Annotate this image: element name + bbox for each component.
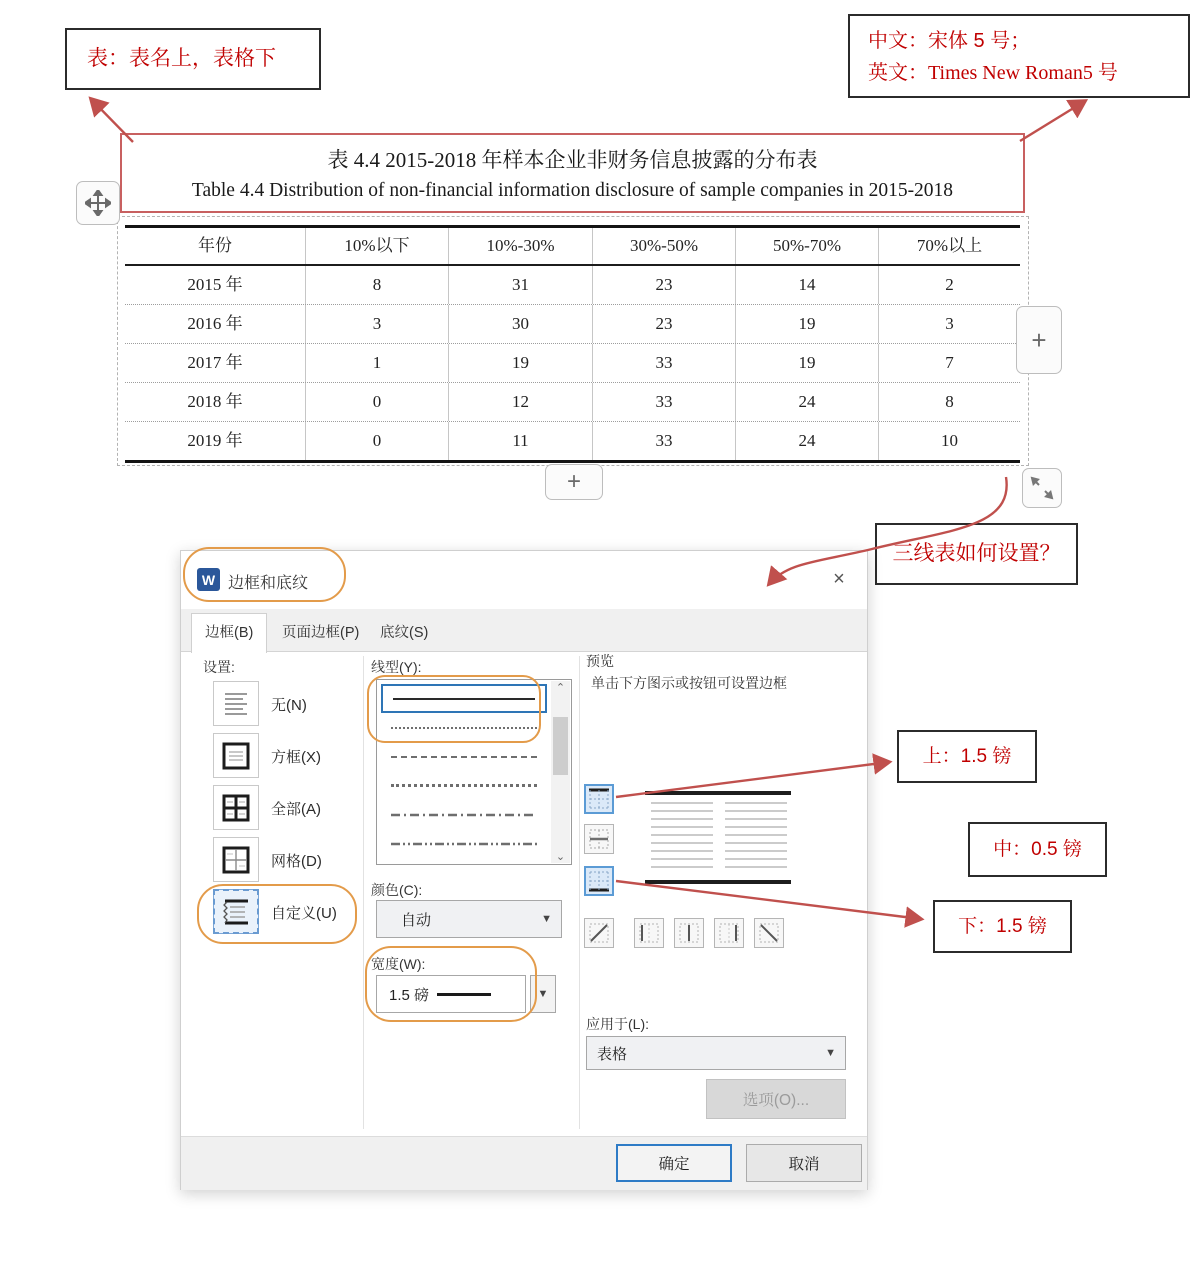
table-cell: 0 [305,383,448,421]
setting-custom-button[interactable] [213,889,259,934]
callout-middle-border-text: 中：0.5 镑 [993,839,1082,860]
line-style-solid[interactable] [381,684,547,713]
preview-label: 预览 [586,653,614,669]
grid-icon [221,845,251,875]
top-border-icon [588,788,610,810]
right-border-icon [718,922,740,944]
setting-all-label: 全部(A) [271,801,321,818]
scroll-up-icon[interactable]: ⌃ [555,682,566,694]
border-preview-thumbnail [645,791,791,884]
setting-box-label: 方框(X) [271,749,321,766]
dialog-titlebar [181,551,867,609]
table-cell: 8 [878,383,1020,421]
tab-shading[interactable]: 底纹(S) [380,625,429,641]
none-icon [221,689,251,719]
color-value: 自动 [401,911,432,929]
close-icon[interactable]: × [833,567,845,590]
table-cell: 33 [592,344,735,382]
table-body [125,266,1020,460]
bottom-border-button[interactable] [584,866,614,896]
diagonal-up-icon [588,922,610,944]
note-font-rule [848,14,1190,98]
callout-middle-border [968,822,1107,877]
setting-all-button[interactable] [213,785,259,830]
diagonal-up-border-button[interactable] [584,918,614,948]
divider [363,656,364,1129]
apply-to-dropdown[interactable] [586,1036,846,1070]
color-label: 颜色(C): [371,882,423,898]
table-cell: 8 [305,266,448,304]
line-style-scrollbar[interactable] [551,681,570,863]
line-style-square-dot[interactable] [381,771,547,800]
note-table-caption-rule [65,28,321,90]
table-cell: 3 [878,305,1020,343]
setting-box-button[interactable] [213,733,259,778]
table-header-cell: 50%-70% [735,228,878,264]
options-button[interactable] [706,1079,846,1119]
dash-dot-dot-line-swatch [391,842,537,846]
table-cell: 33 [592,422,735,460]
table-row [125,382,1020,421]
table-cell: 10 [878,422,1020,460]
apply-to-value: 表格 [597,1045,628,1063]
table-cell: 24 [735,422,878,460]
setting-none-button[interactable] [213,681,259,726]
inside-horizontal-border-button[interactable] [584,824,614,854]
table-cell: 2018 年 [187,392,243,411]
custom-icon [221,897,251,927]
ok-button[interactable] [616,1144,732,1182]
inside-vertical-border-button[interactable] [674,918,704,948]
width-label: 宽度(W): [371,956,426,972]
options-button-label: 选项(O)... [742,1092,810,1109]
callout-top-border-text: 上：1.5 镑 [922,746,1012,767]
table-cell: 0 [305,422,448,460]
all-icon [221,793,251,823]
left-border-button[interactable] [634,918,664,948]
dotted-line-swatch [391,727,537,729]
table-cell: 19 [448,344,592,382]
dash-dot-line-swatch [391,813,537,817]
callout-top-border [897,730,1037,783]
table-header-cell: 30%-50% [592,228,735,264]
table-cell: 2017 年 [187,353,243,372]
chevron-down-icon: ▼ [825,1047,836,1059]
diagonal-down-icon [758,922,780,944]
table-cell: 2016 年 [187,314,243,333]
width-dropdown-arrow[interactable] [530,975,556,1013]
line-style-dash-dot[interactable] [381,800,547,829]
width-line-sample [437,993,491,996]
line-style-dash-dot-dot[interactable] [381,829,547,858]
table-header-cell: 70%以上 [878,228,1020,264]
resize-arrows-icon [1030,476,1054,500]
note-font-rule-line1: 中文：宋体 5 号； [868,30,1031,52]
setting-grid-label: 网格(D) [271,853,322,870]
table-cell: 24 [735,383,878,421]
color-dropdown[interactable] [376,900,562,938]
box-icon [221,741,251,771]
add-row-button[interactable] [545,464,603,500]
preview-text-column [651,802,713,874]
table-header-cell: 10%-30% [448,228,592,264]
line-style-label: 线型(Y): [371,659,422,675]
preview-hint: 单击下方图示或按钮可设置边框 [591,675,787,691]
cancel-button-label: 取消 [788,1156,820,1173]
square-dot-line-swatch [391,784,537,787]
scroll-down-icon[interactable]: ⌄ [555,851,566,863]
move-arrows-icon [85,190,111,216]
table-cell: 30 [448,305,592,343]
callout-bottom-border [933,900,1072,953]
divider [579,656,580,1129]
table-header-cell: 10%以下 [305,228,448,264]
dialog-tabstrip [181,609,867,652]
line-style-list[interactable] [376,679,572,865]
note-font-rule-line2: 英文：Times New Roman5 号 [868,62,1118,84]
table-move-handle[interactable] [76,181,120,225]
table-cell: 23 [592,266,735,304]
add-column-button[interactable] [1016,306,1062,374]
chevron-down-icon: ▼ [537,988,549,1000]
setting-custom-label: 自定义(U) [271,905,337,922]
tab-page-borders[interactable]: 页面边框(P) [282,625,360,641]
line-style-dotted[interactable] [381,713,547,742]
apply-to-label: 应用于(L): [586,1016,649,1032]
right-border-button[interactable] [714,918,744,948]
settings-label: 设置: [203,659,235,675]
arrow-to-note-top-right [1020,101,1085,141]
setting-grid-button[interactable] [213,837,259,882]
table-caption-en: Table 4.4 Distribution of non-financial information disclosure of sample companies in 2015-2018 [191,180,954,201]
dialog-title: 边框和底纹 [228,575,309,592]
note-question [875,523,1078,585]
borders-shading-dialog [180,550,868,1190]
table-row [125,421,1020,460]
table-cell: 2 [878,266,1020,304]
tab-borders[interactable]: 边框(B) [191,613,267,653]
dashed-line-swatch [391,756,537,758]
data-table[interactable] [125,225,1020,463]
table-header-row [125,228,1020,266]
cancel-button[interactable] [746,1144,862,1182]
table-cell: 11 [448,422,592,460]
table-resize-handle[interactable] [1022,468,1062,508]
chevron-down-icon: ▼ [541,913,552,925]
bottom-border-icon [588,870,610,892]
table-cell: 7 [878,344,1020,382]
note-question-text: 三线表如何设置？ [892,542,1061,565]
scroll-thumb[interactable] [553,717,568,775]
table-row [125,266,1020,304]
top-border-button[interactable] [584,784,614,814]
table-cell: 31 [448,266,592,304]
word-app-icon: W [197,568,220,591]
preview-text-column [725,802,787,874]
table-cell: 2019 年 [187,431,243,450]
ok-button-label: 确定 [658,1156,690,1173]
table-cell: 14 [735,266,878,304]
plus-icon: + [1031,324,1047,355]
table-header-cell: 年份 [198,236,232,255]
table-cell: 1 [305,344,448,382]
table-cell: 12 [448,383,592,421]
note-table-caption-rule-text: 表：表名上，表格下 [87,47,276,70]
solid-line-swatch [393,698,535,700]
table-cell: 2015 年 [187,275,243,294]
table-cell: 19 [735,305,878,343]
inside-vertical-border-icon [678,922,700,944]
table-row [125,343,1020,382]
line-style-dashed[interactable] [381,742,547,771]
table-cell: 3 [305,305,448,343]
width-value: 1.5 磅 [389,986,430,1004]
table-cell: 23 [592,305,735,343]
table-caption-box [120,133,1025,213]
plus-icon: + [566,468,581,495]
inside-horizontal-border-icon [588,828,610,850]
table-row [125,304,1020,343]
width-dropdown[interactable] [376,975,526,1013]
table-cell: 19 [735,344,878,382]
table-cell: 33 [592,383,735,421]
left-border-icon [638,922,660,944]
callout-bottom-border-text: 下：1.5 镑 [958,916,1047,937]
setting-none-label: 无(N) [271,697,307,714]
diagonal-down-border-button[interactable] [754,918,784,948]
table-caption-zh: 表 4.4 2015-2018 年样本企业非财务信息披露的分布表 [327,148,818,172]
